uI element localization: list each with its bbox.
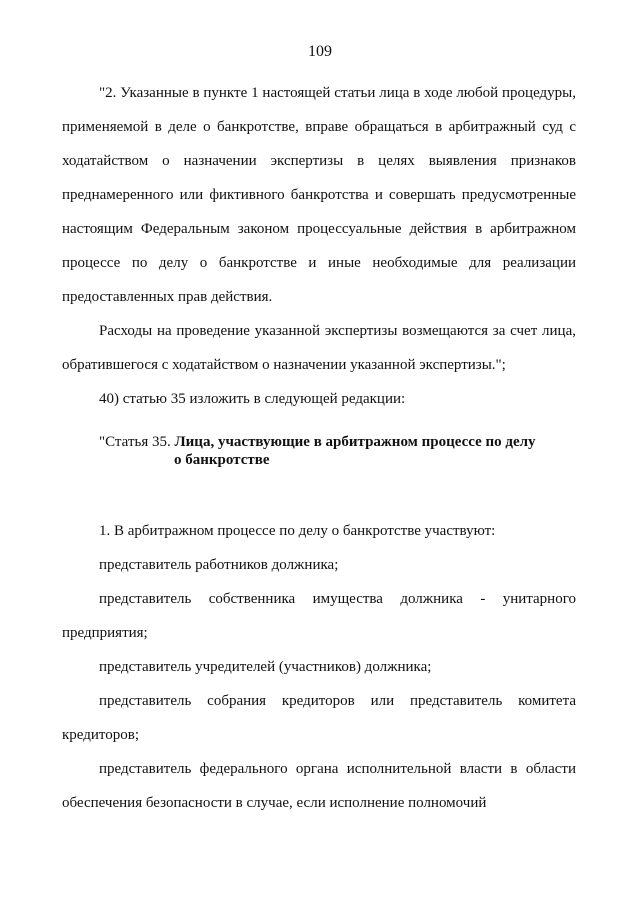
- list-item-1: 1. В арбитражном процессе по делу о банкротстве участвуют:: [99, 523, 496, 539]
- list-item-2: представитель работников должника;: [99, 557, 339, 573]
- article-heading: [62, 433, 576, 469]
- article-title-line-2: о банкротстве: [174, 452, 270, 468]
- list-item-5: представитель собрания кредиторов или представитель комитета кредиторов;: [62, 693, 576, 743]
- list-item-4: представитель учредителей (участников) должника;: [99, 659, 432, 675]
- article-label: "Статья 35.: [99, 434, 175, 450]
- list-item-6: представитель федерального органа исполнительной власти в области обеспечения безопасности в случае, если исполнение полномочий: [62, 761, 576, 811]
- paragraph-1: "2. Указанные в пункте 1 настоящей статьи лица в ходе любой процедуры, применяемой в деле о банкротстве, вправе обращаться в арбитражный суд с ходатайством о назначении экспертизы в целях выявления признаков преднамеренного или фиктивного банкротства и совершать предусмотренные настоящим Федеральным законом процессуальные действия в арбитражном процессе по делу о банкротстве и иные необходимые для реализации предоставленных прав действия.: [62, 85, 576, 305]
- paragraph-2: Расходы на проведение указанной экспертизы возмещаются за счет лица, обратившегося с ходатайством о назначении указанной экспертизы.";: [62, 323, 576, 373]
- document-body: [62, 76, 576, 820]
- page-number: 109: [308, 43, 332, 60]
- list-item-3: представитель собственника имущества должника - унитарного предприятия;: [62, 591, 576, 641]
- paragraph-3: 40) статью 35 изложить в следующей редакции:: [99, 391, 406, 407]
- article-title-line-1: Лица, участвующие в арбитражном процессе по делу: [174, 434, 536, 450]
